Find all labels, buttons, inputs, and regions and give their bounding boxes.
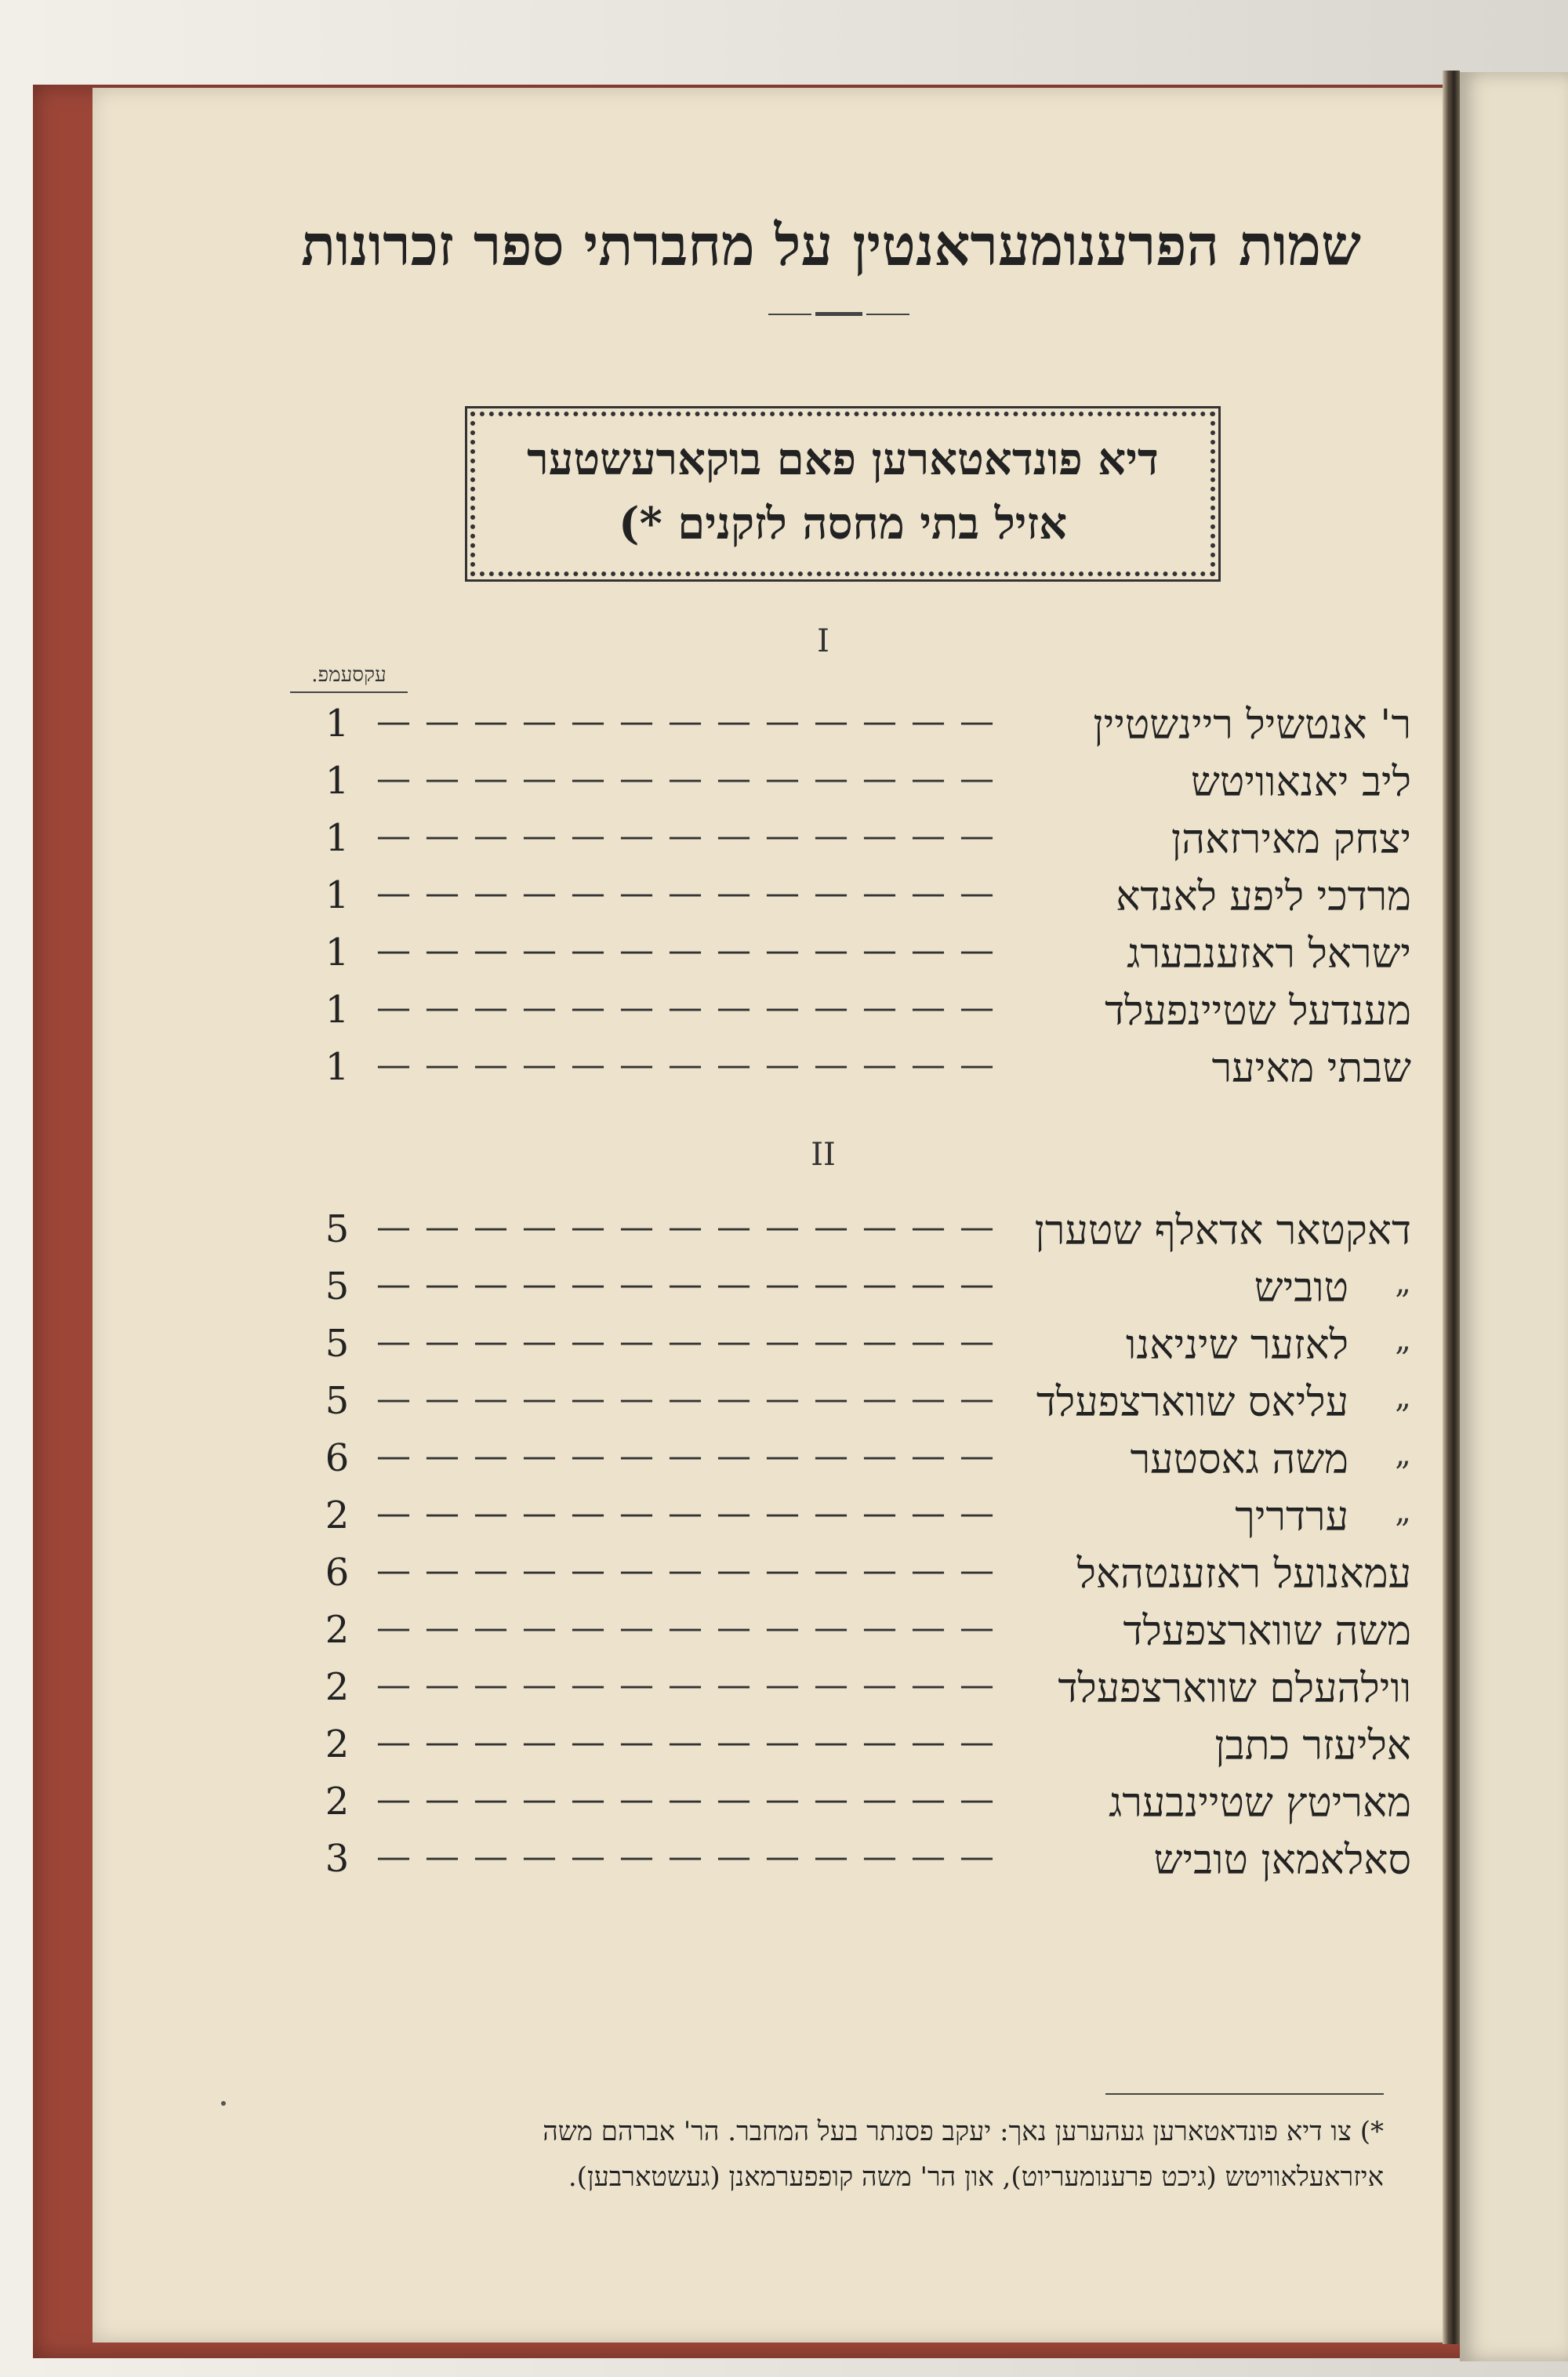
list-row <box>314 1436 1411 1491</box>
section-numeral-1: I <box>817 623 829 659</box>
list-row <box>314 1207 1411 1262</box>
list-row <box>314 1722 1411 1777</box>
footnote-line-1: *) צו דיא פונדאטארען געהערען נאך: יעקב פסנתר בעל המחבר. הר' אברהם משה <box>543 2116 1384 2147</box>
dash-leader: ————————————— <box>376 1837 1008 1877</box>
copies-count: 5 <box>325 1265 350 1308</box>
list-row <box>314 988 1411 1043</box>
copies-count: 5 <box>325 1207 350 1251</box>
paper-speck <box>221 2101 226 2106</box>
subscriber-name: יצחק מאירזאהן <box>1171 816 1411 863</box>
dash-leader: ————————————— <box>376 1551 1008 1591</box>
copies-count: 5 <box>325 1379 350 1423</box>
subscriber-name: ישראל ראזענבערג <box>1127 931 1411 978</box>
copies-count: 2 <box>325 1608 350 1652</box>
dash-leader: ————————————— <box>376 1045 1008 1085</box>
founders-heading-box <box>470 412 1215 576</box>
copies-count: 1 <box>325 873 350 917</box>
subscriber-name: מענדעל שטיינפעלד <box>1105 988 1411 1035</box>
dash-leader: ————————————— <box>376 988 1008 1028</box>
subscriber-name: ערדריך <box>1235 1493 1348 1541</box>
list-row <box>314 1608 1411 1663</box>
subscriber-name: עמאנועל ראזענטהאל <box>1076 1551 1411 1598</box>
box-heading-line-2: אזיל בתי מחסה לזקנים *) <box>618 498 1068 550</box>
subscriber-name: משה שווארצפעלד <box>1123 1608 1411 1655</box>
dash-leader: ————————————— <box>376 1379 1008 1419</box>
subscriber-name: שבתי מאיער <box>1211 1045 1411 1092</box>
list-row <box>314 759 1411 814</box>
list-row <box>314 931 1411 985</box>
dash-leader: ————————————— <box>376 931 1008 971</box>
list-row <box>314 1045 1411 1100</box>
dash-leader: ————————————— <box>376 702 1008 742</box>
box-heading-line-1: דיא פונדאטארען פאם בוקארעשטער <box>527 434 1159 485</box>
subscriber-name: דאקטאר אדאלף שטערן <box>1034 1207 1411 1254</box>
footnote-line-2: איזראעלאוויטש (גיכט פרענומעריוט), און הר' משה קופפערמאנן (געשטארבען). <box>568 2161 1384 2193</box>
list-row <box>314 702 1411 757</box>
subscriber-name: טוביש <box>1254 1265 1348 1312</box>
subscriber-name: אליעזר כתבן <box>1214 1722 1411 1769</box>
copies-count: 2 <box>325 1722 350 1766</box>
list-row <box>314 1665 1411 1720</box>
footnote <box>306 2109 1384 2200</box>
subscriber-name: ווילהעלם שווארצפעלד <box>1058 1665 1411 1712</box>
copies-count: 1 <box>325 931 350 974</box>
facing-page-edge <box>1460 72 1568 2361</box>
dash-leader: ————————————— <box>376 873 1008 913</box>
copies-count: 1 <box>325 1045 350 1089</box>
dash-leader: ————————————— <box>376 1780 1008 1820</box>
ditto-mark: „ <box>1395 1379 1411 1415</box>
list-row <box>314 1780 1411 1834</box>
subscriber-name: ליב יאנאוויטש <box>1191 759 1411 806</box>
copies-count: 1 <box>325 988 350 1032</box>
copies-count: 2 <box>325 1665 350 1709</box>
dash-leader: ————————————— <box>376 1493 1008 1533</box>
copies-count: 1 <box>325 759 350 803</box>
list-row <box>314 1837 1411 1892</box>
dash-leader: ————————————— <box>376 1608 1008 1648</box>
dash-leader: ————————————— <box>376 1322 1008 1362</box>
page-content <box>235 188 1411 2193</box>
dash-leader: ————————————— <box>376 1722 1008 1762</box>
copies-count: 3 <box>325 1837 350 1881</box>
list-row <box>314 1551 1411 1606</box>
subscriber-name: ר' אנטשיל ריינשטיין <box>1093 702 1411 749</box>
copies-count: 1 <box>325 816 350 860</box>
copies-count: 2 <box>325 1780 350 1824</box>
dash-leader: ————————————— <box>376 816 1008 856</box>
subscriber-name: עליאס שווארצפעלד <box>1036 1379 1348 1426</box>
subscriber-name: מרדכי ליפע לאנדא <box>1116 873 1411 920</box>
copies-column-header: עקסעמפ. <box>290 663 408 693</box>
list-row <box>314 1379 1411 1434</box>
copies-count: 6 <box>325 1551 350 1595</box>
list-row <box>314 816 1411 871</box>
ditto-mark: „ <box>1395 1265 1411 1301</box>
copies-count: 5 <box>325 1322 350 1366</box>
footnote-rule <box>1105 2093 1384 2095</box>
page-title: שמות הפרענומעראנטין על מחברתי ספר זכרונות <box>301 212 1361 278</box>
ditto-mark: „ <box>1395 1322 1411 1358</box>
ditto-mark: „ <box>1395 1436 1411 1472</box>
copies-count: 1 <box>325 702 350 746</box>
list-row <box>314 873 1411 928</box>
subscriber-name: סאלאמאן טוביש <box>1153 1837 1411 1884</box>
list-row <box>314 1265 1411 1319</box>
dash-leader: ————————————— <box>376 1436 1008 1476</box>
subscriber-name: משה גאסטער <box>1130 1436 1348 1483</box>
section-numeral-2: II <box>811 1137 836 1173</box>
list-row <box>314 1493 1411 1548</box>
dash-leader: ————————————— <box>376 759 1008 799</box>
book-gutter <box>1443 71 1460 2344</box>
title-divider <box>768 310 909 319</box>
dash-leader: ————————————— <box>376 1207 1008 1247</box>
subscriber-name: מאריטץ שטיינבערג <box>1109 1780 1411 1827</box>
subscriber-name: לאזער שיניאנו <box>1126 1322 1348 1369</box>
list-row <box>314 1322 1411 1377</box>
ditto-mark: „ <box>1395 1493 1411 1530</box>
dash-leader: ————————————— <box>376 1265 1008 1305</box>
dash-leader: ————————————— <box>376 1665 1008 1705</box>
copies-count: 6 <box>325 1436 350 1480</box>
copies-count: 2 <box>325 1493 350 1537</box>
